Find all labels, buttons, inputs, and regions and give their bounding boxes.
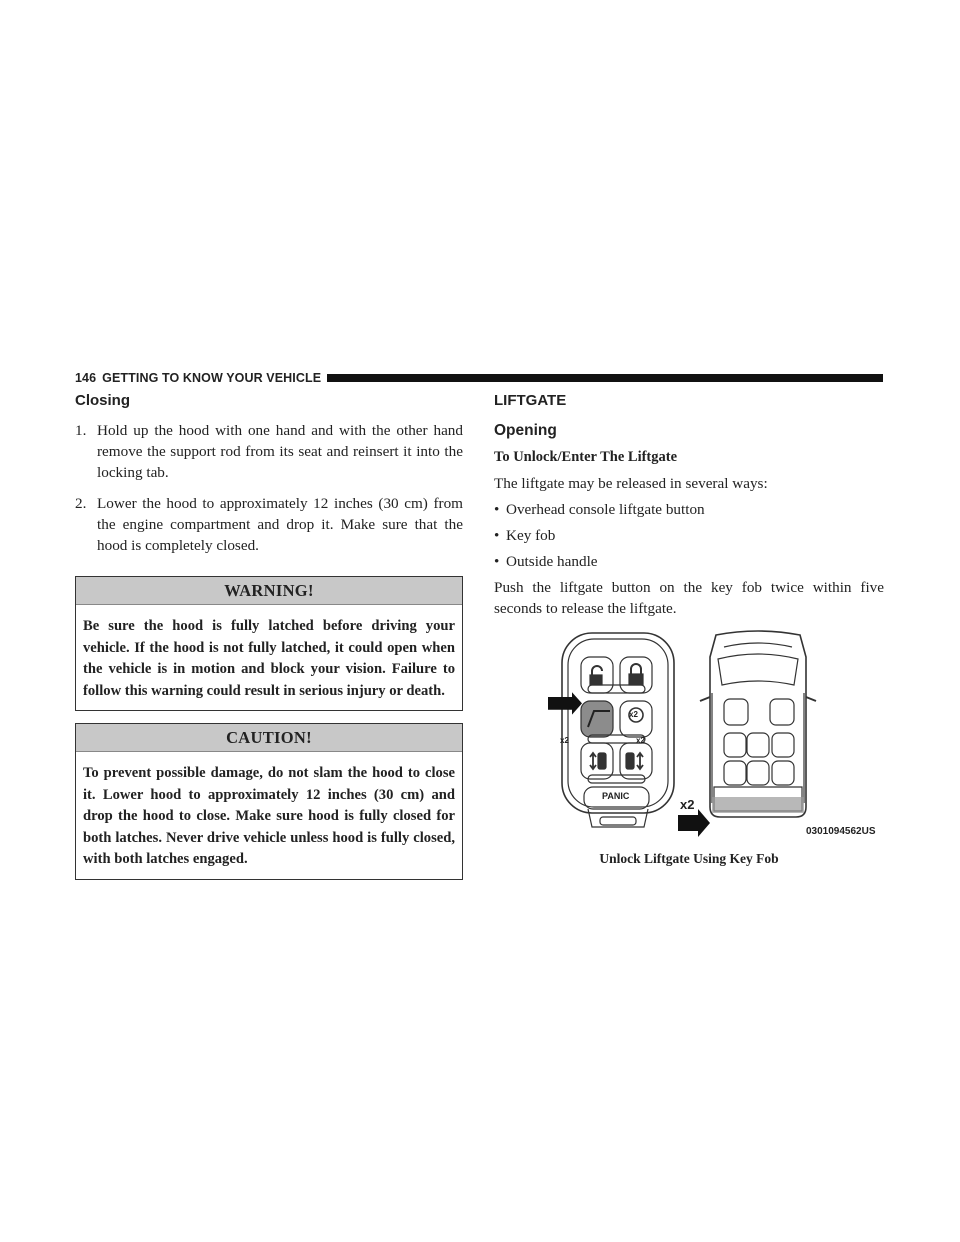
caution-title: CAUTION! bbox=[76, 724, 462, 752]
bullet-icon: • bbox=[494, 501, 500, 518]
section-title: GETTING TO KNOW YOUR VEHICLE bbox=[102, 371, 322, 385]
liftgate-heading: LIFTGATE bbox=[494, 392, 567, 409]
closing-step-1 bbox=[75, 420, 463, 483]
figure-illustration bbox=[548, 627, 898, 841]
page-number: 146 bbox=[75, 371, 97, 385]
warning-box bbox=[75, 576, 463, 711]
opening-subheading: Opening bbox=[494, 422, 557, 439]
liftgate-intro: The liftgate may be released in several ways: bbox=[494, 475, 768, 492]
figure-code: 0301094562US bbox=[806, 826, 876, 837]
method-item bbox=[494, 499, 884, 520]
step-text: Hold up the hood with one hand and with the other hand remove the support rod from its seat and reinsert it into the locking tab. bbox=[97, 422, 463, 481]
method-text: Overhead console liftgate button bbox=[506, 501, 705, 518]
liftgate-highlight bbox=[712, 797, 804, 813]
method-text: Outside handle bbox=[506, 553, 598, 570]
closing-heading: Closing bbox=[75, 392, 130, 409]
header-rule bbox=[327, 374, 883, 382]
page-header bbox=[75, 369, 883, 387]
liftgate-instruction: Push the liftgate button on the key fob twice within five seconds to release the liftgate. bbox=[494, 579, 884, 617]
bullet-icon: • bbox=[494, 527, 500, 544]
warning-title: WARNING! bbox=[76, 577, 462, 605]
key-fob-figure bbox=[548, 627, 898, 841]
left-column bbox=[75, 392, 463, 880]
step-number: 2. bbox=[75, 495, 87, 512]
step-text: Lower the hood to approximately 12 inches (30 cm) from the engine compartment and drop it. Make sure that the hood is completely closed. bbox=[97, 495, 463, 554]
step-number: 1. bbox=[75, 422, 87, 439]
arrow-x2-label: x2 bbox=[680, 797, 695, 812]
vehicle-icon bbox=[700, 631, 816, 817]
method-item bbox=[494, 525, 884, 546]
method-item bbox=[494, 551, 884, 572]
caution-box bbox=[75, 723, 463, 880]
closing-step-2 bbox=[75, 493, 463, 556]
right-column bbox=[494, 392, 884, 619]
method-text: Key fob bbox=[506, 527, 556, 544]
fob-x2-label: x2 bbox=[636, 736, 645, 745]
panic-label: PANIC bbox=[602, 791, 630, 801]
arrow-icon bbox=[678, 809, 710, 837]
warning-text: Be sure the hood is fully latched before driving your vehicle. If the hood is not fully latched, it could open when the vehicle is in motion and block your vision. Failure to follow this warning could result in serious injury or death. bbox=[83, 618, 455, 699]
figure-caption: Unlock Liftgate Using Key Fob bbox=[599, 851, 779, 866]
fob-x2-label: x2 bbox=[560, 736, 569, 745]
unlock-subheading: To Unlock/Enter The Liftgate bbox=[494, 449, 678, 465]
fob-x2-label: x2 bbox=[629, 710, 638, 719]
bullet-icon: • bbox=[494, 553, 500, 570]
caution-text: To prevent possible damage, do not slam the hood to close it. Lower hood to approximately 12 inches (30 cm) and drop the hood to close. Make sure hood is fully closed for both latches. Never drive vehicle unless hood is fully closed, with both latches engaged. bbox=[83, 765, 455, 867]
